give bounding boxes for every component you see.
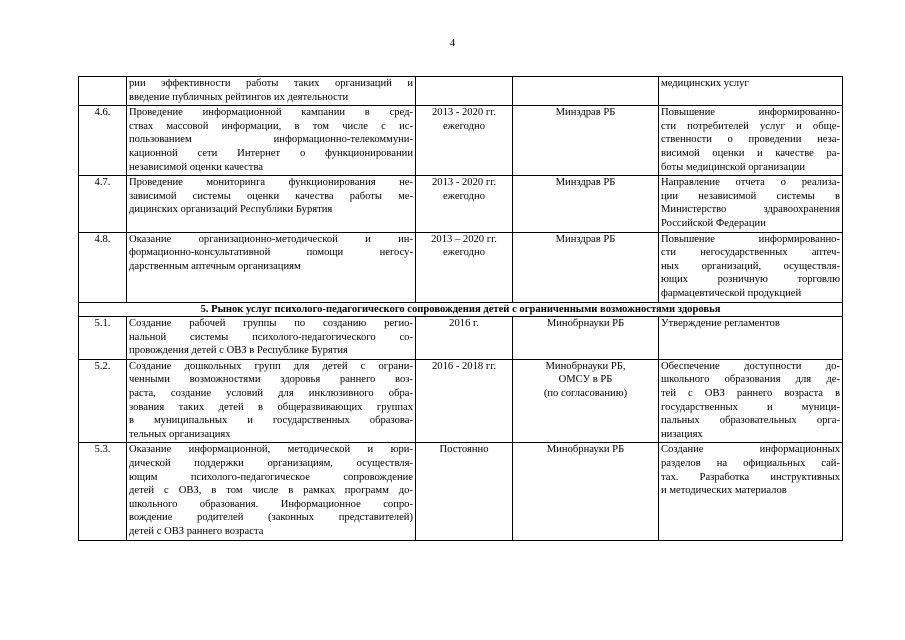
number-cell xyxy=(79,77,127,106)
number-cell: 4.8. xyxy=(79,232,127,302)
cell-text-line: Обеспечение доступности до- xyxy=(661,360,840,372)
cell-text-line: введение публичных рейтингов их деятельности xyxy=(129,91,349,103)
cell-text-line: сти негосударственных аптеч- xyxy=(661,247,840,259)
number-cell: 5.3. xyxy=(79,443,127,540)
cell-text-line: в муниципальных и государственных образова- xyxy=(129,415,413,427)
term-cell xyxy=(416,106,513,176)
cell-text-line: вождение родителей (законных представителей) xyxy=(129,512,413,524)
result-cell xyxy=(659,317,843,360)
cell-text-line: ежегодно xyxy=(442,120,485,132)
table-row xyxy=(79,317,843,360)
cell-text-line: тей с ОВЗ раннего возраста в xyxy=(661,388,840,400)
term-cell xyxy=(416,359,513,443)
cell-text-line: дической поддержки организациям, осуществля- xyxy=(129,458,413,470)
cell-text-line: ОМСУ в РБ xyxy=(558,374,613,386)
cell-text-line: раста, создание условий для инклюзивного обра- xyxy=(129,388,413,400)
cell-text-line: ченными возможностями здоровья раннего воз- xyxy=(129,374,413,386)
cell-text-line: Проведение мониторинга функционирования не- xyxy=(129,177,413,189)
cell-text-line: ющих розничную торговлю xyxy=(661,274,840,286)
cell-text-line: фармацевтической продукцией xyxy=(661,287,802,299)
cell-text-line: провождения детей с ОВЗ в Республике Бурятия xyxy=(129,345,348,357)
cell-text-line: Минздрав РБ xyxy=(555,177,616,189)
result-cell xyxy=(659,77,843,106)
cell-text-line: тах. Разработка инструктивных xyxy=(661,471,840,483)
cell-text-line: тельных организациях xyxy=(129,428,231,440)
cell-text-line: ственности о проведении неза- xyxy=(661,134,840,146)
cell-text-line: рии эффективности работы таких организаций и xyxy=(129,78,413,89)
table-row xyxy=(79,359,843,443)
executor-cell xyxy=(513,77,659,106)
cell-text-line: Создание дошкольных групп для детей с ограни- xyxy=(129,360,413,372)
cell-text-line: 2016 г. xyxy=(449,318,479,330)
term-cell xyxy=(416,232,513,302)
cell-text-line: Повышение информированно- xyxy=(661,233,840,245)
cell-text-line: висимой оценки и качестве ра- xyxy=(661,147,840,159)
cell-text-line: Направление отчета о реализа- xyxy=(661,177,840,189)
cell-text-line: Министерство здравоохранения xyxy=(661,204,840,216)
cell-text-line: ежегодно xyxy=(442,190,485,202)
cell-text-line: детей с ОВЗ раннего возраста xyxy=(129,526,264,537)
table-row xyxy=(79,232,843,302)
cell-text-line: низациях xyxy=(661,428,703,440)
section-title: 5. Рынок услуг психолого-педагогического сопровождения детей с ограниченными возможностями здоровья xyxy=(79,302,843,317)
cell-text-line: Оказание информационной, методической и юри- xyxy=(129,444,413,456)
cell-text-line: независимой оценки качества xyxy=(129,161,264,173)
cell-text-line: Минобрнауки РБ xyxy=(546,444,625,456)
cell-text-line: детей с ОВЗ, в том числе в рамках программ до- xyxy=(129,485,413,497)
cell-text-line: зования таких детей в общеразвивающих группах xyxy=(129,401,413,413)
cell-text-line: кационной сети Интернет о функционировании xyxy=(129,147,413,159)
cell-text-line: государственных и муници- xyxy=(661,401,840,413)
term-cell xyxy=(416,317,513,360)
result-cell xyxy=(659,359,843,443)
cell-text-line: боты медицинской организации xyxy=(661,161,806,173)
cell-text-line: Проведение информационной кампании в сред- xyxy=(129,107,413,119)
measure-cell xyxy=(127,232,416,302)
cell-text-line: Минобрнауки РБ, xyxy=(545,360,626,372)
number-cell: 4.6. xyxy=(79,106,127,176)
cell-text-line: 2013 - 2020 гг. xyxy=(432,107,496,119)
result-cell xyxy=(659,106,843,176)
cell-text-line: формационно-консультативной помощи негосу- xyxy=(129,247,413,259)
cell-text-line: сти потребителей услуг и обще- xyxy=(661,120,840,132)
cell-text-line: Постоянно xyxy=(439,444,489,456)
result-cell xyxy=(659,232,843,302)
cell-text-line: Минздрав РБ xyxy=(555,233,616,245)
measure-cell xyxy=(127,176,416,232)
cell-text-line: и методических материалов xyxy=(661,485,787,497)
cell-text-line: 2013 - 2020 гг. xyxy=(432,177,496,189)
cell-text-line: медицинских услуг xyxy=(661,78,749,89)
cell-text-line: 2016 - 2018 гг. xyxy=(432,360,496,372)
measure-cell xyxy=(127,359,416,443)
cell-text-line: школьного образования. Информационное сопро- xyxy=(129,498,413,510)
cell-text-line: (по согласованию) xyxy=(543,388,628,400)
term-cell xyxy=(416,176,513,232)
table-row xyxy=(79,77,843,106)
cell-text-line: Создание информационных xyxy=(661,444,840,456)
measure-cell xyxy=(127,106,416,176)
executor-cell xyxy=(513,317,659,360)
cell-text-line: пальных образовательных орга- xyxy=(661,415,840,427)
result-cell xyxy=(659,443,843,540)
cell-text-line: школьного образования для де- xyxy=(661,374,840,386)
cell-text-line: Российской Федерации xyxy=(661,217,766,229)
term-cell xyxy=(416,443,513,540)
plan-table-body xyxy=(79,77,843,541)
cell-text-line: Повышение информированно- xyxy=(661,107,840,119)
executor-cell xyxy=(513,106,659,176)
table-row xyxy=(79,443,843,540)
table-row xyxy=(79,106,843,176)
measure-cell xyxy=(127,77,416,106)
number-cell: 5.1. xyxy=(79,317,127,360)
page-number: 4 xyxy=(449,37,456,49)
cell-text-line: разделов на официальных сай- xyxy=(661,458,840,470)
executor-cell xyxy=(513,443,659,540)
cell-text-line: ных организаций, осуществля- xyxy=(661,260,840,272)
result-cell xyxy=(659,176,843,232)
section-header-row xyxy=(79,302,843,317)
cell-text-line: Минздрав РБ xyxy=(555,107,616,119)
cell-text-line: Минобрнауки РБ xyxy=(546,318,625,330)
measure-cell xyxy=(127,443,416,540)
cell-text-line: ежегодно xyxy=(442,247,485,259)
number-cell: 4.7. xyxy=(79,176,127,232)
table-row xyxy=(79,176,843,232)
cell-text-line: зависимой системы оценки качества работы ме- xyxy=(129,190,413,202)
cell-text-line: дарственным аптечным организациям xyxy=(129,260,301,272)
cell-text-line: 2013 – 2020 гг. xyxy=(431,233,497,245)
term-cell xyxy=(416,77,513,106)
executor-cell xyxy=(513,232,659,302)
executor-cell xyxy=(513,359,659,443)
cell-text-line: дицинских организаций Республики Бурятия xyxy=(129,204,333,216)
cell-text-line: Оказание организационно-методической и ин- xyxy=(129,233,413,245)
cell-text-line: пользованием информационно-телекоммуни- xyxy=(129,134,413,146)
cell-text-line: ствах массовой информации, в том числе с ис- xyxy=(129,120,413,132)
cell-text-line: ции независимой системы в xyxy=(661,190,840,202)
number-cell: 5.2. xyxy=(79,359,127,443)
cell-text-line: нальной системы психолого-педагогического со- xyxy=(129,331,413,343)
executor-cell xyxy=(513,176,659,232)
measure-cell xyxy=(127,317,416,360)
cell-text-line: Утверждение регламентов xyxy=(661,318,780,330)
action-plan-table xyxy=(78,76,843,541)
cell-text-line: Создание рабочей группы по созданию регио- xyxy=(129,318,413,330)
cell-text-line: ющим психолого-педагогическое сопровождение xyxy=(129,471,413,483)
